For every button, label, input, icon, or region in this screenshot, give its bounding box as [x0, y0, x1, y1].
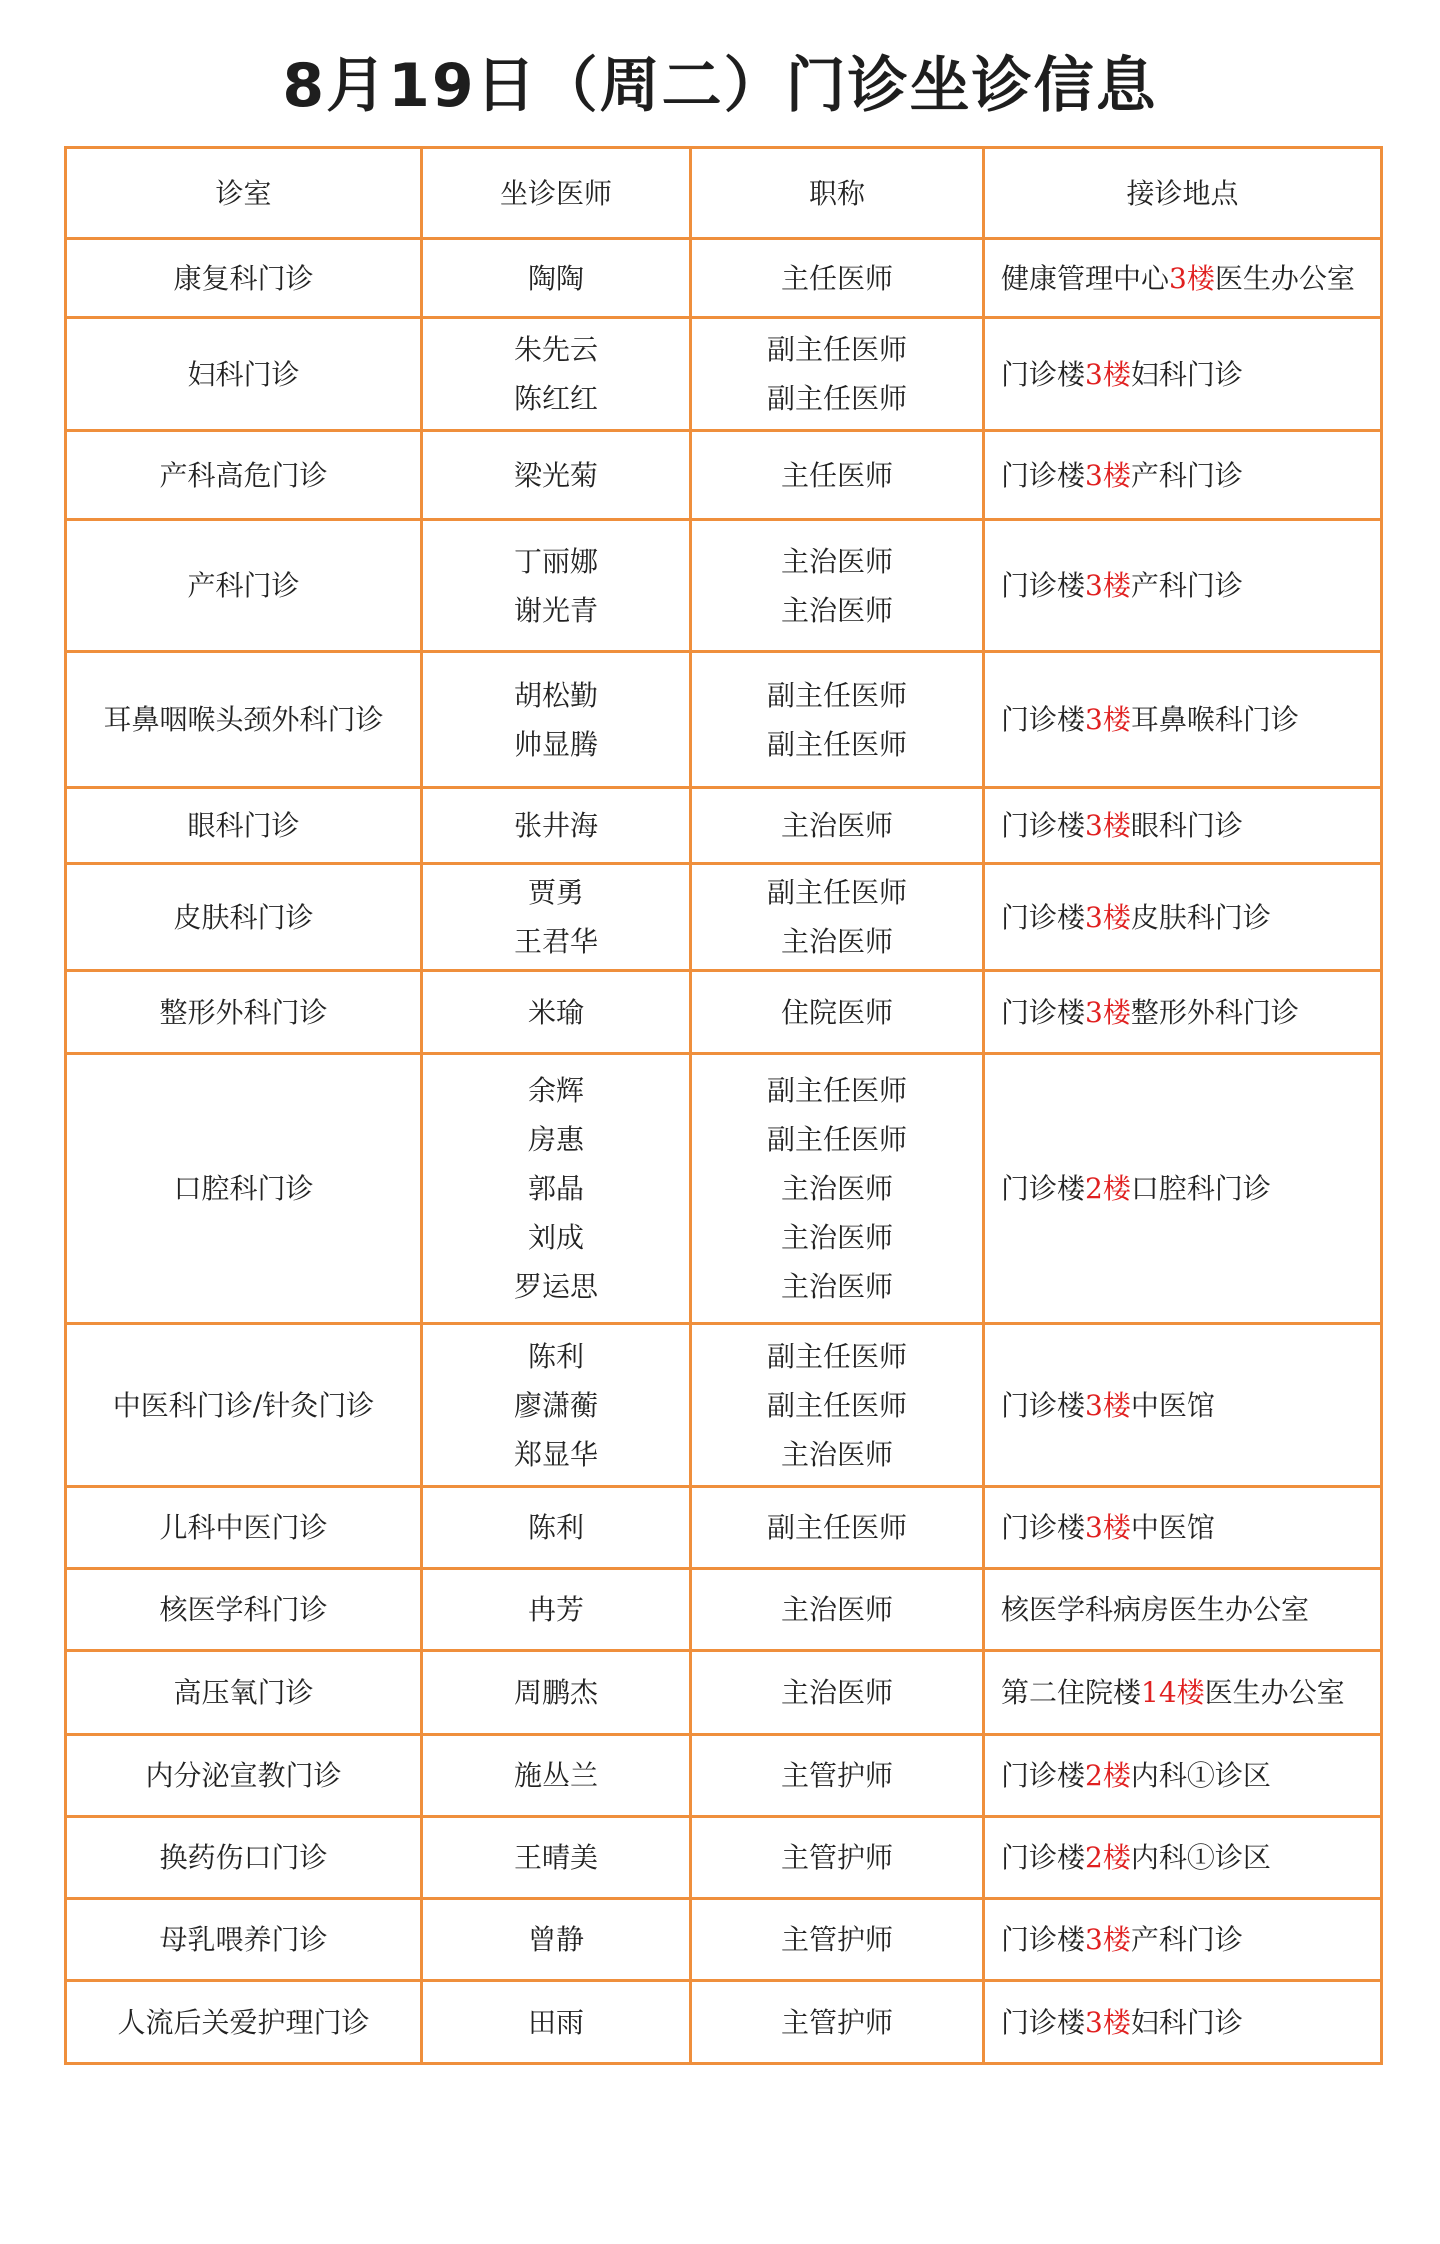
- doctor-name: 施丛兰: [513, 1759, 598, 1792]
- doctor-title: 副主任医师: [766, 1388, 907, 1422]
- cell-location: [984, 652, 1382, 788]
- cell-location: [984, 1899, 1382, 1981]
- cell-titles: [691, 864, 984, 971]
- cell-titles: [691, 1569, 984, 1651]
- table-row: [66, 1981, 1382, 2064]
- cell-doctors: [422, 1487, 691, 1569]
- schedule-body: [66, 239, 1382, 2064]
- location-room: 皮肤科门诊: [1130, 900, 1271, 934]
- table-row: [66, 431, 1382, 520]
- cell-titles: [691, 1487, 984, 1569]
- location-room: 产科门诊: [1130, 458, 1243, 492]
- cell-titles: [691, 1981, 984, 2064]
- cell-titles: [691, 1324, 984, 1487]
- doctor-title: 副主任医师: [766, 1511, 907, 1544]
- location-room: 整形外科门诊: [1130, 995, 1299, 1029]
- cell-titles: [691, 318, 984, 431]
- schedule-table: [64, 146, 1383, 2065]
- location-building: 门诊楼: [1001, 458, 1086, 492]
- doctor-title: 主管护师: [780, 1841, 893, 1874]
- doctor-name: 刘成: [527, 1221, 584, 1254]
- cell-doctors: [422, 1981, 691, 2064]
- doctor-title: 主治医师: [780, 1676, 893, 1709]
- location-floor: 3楼: [1085, 1923, 1131, 1956]
- table-row: [66, 1735, 1382, 1817]
- doctor-name: 胡松勤: [513, 678, 598, 712]
- table-row: [66, 1651, 1382, 1735]
- table-row: [66, 864, 1382, 971]
- doctor-name: 房惠: [527, 1123, 584, 1156]
- location-floor: 2楼: [1085, 1759, 1131, 1792]
- doctor-title: 主治医师: [780, 925, 893, 958]
- doctor-name: 曾静: [527, 1923, 584, 1956]
- doctor-name: 梁光菊: [513, 458, 598, 492]
- cell-location: [984, 1569, 1382, 1651]
- doctor-name: 郭晶: [527, 1172, 584, 1205]
- table-row: [66, 652, 1382, 788]
- cell-titles: [691, 652, 984, 788]
- cell-room: 妇科门诊: [66, 318, 422, 431]
- doctor-title: 副主任医师: [766, 382, 907, 415]
- cell-room: 中医科门诊/针灸门诊: [66, 1324, 422, 1487]
- location-room: 产科门诊: [1130, 569, 1243, 602]
- table-row: [66, 1569, 1382, 1651]
- table-row: [66, 1487, 1382, 1569]
- location-room: 中医馆: [1130, 1388, 1215, 1422]
- cell-room: 口腔科门诊: [66, 1054, 422, 1324]
- location-building: 门诊楼: [1001, 1841, 1086, 1874]
- doctor-name: 郑显华: [513, 1437, 598, 1471]
- cell-room: 换药伤口门诊: [66, 1817, 422, 1899]
- location-floor: 3楼: [1085, 1511, 1131, 1544]
- cell-room: 儿科中医门诊: [66, 1487, 422, 1569]
- doctor-name: 王君华: [513, 925, 598, 958]
- location-room: 口腔科门诊: [1130, 1172, 1271, 1205]
- location-room: 妇科门诊: [1130, 357, 1243, 391]
- cell-titles: [691, 431, 984, 520]
- cell-titles: [691, 1651, 984, 1735]
- cell-doctors: [422, 431, 691, 520]
- doctor-name: 帅显腾: [513, 727, 598, 761]
- header-location: 接诊地点: [984, 148, 1382, 239]
- location-building: 门诊楼: [1001, 1759, 1086, 1792]
- location-floor: 3楼: [1169, 261, 1215, 295]
- cell-location: [984, 1651, 1382, 1735]
- doctor-name: 贾勇: [527, 876, 584, 909]
- location-building: 门诊楼: [1001, 2005, 1086, 2039]
- cell-location: [984, 520, 1382, 652]
- doctor-name: 陈红红: [513, 382, 598, 415]
- cell-doctors: [422, 971, 691, 1054]
- cell-doctors: [422, 1899, 691, 1981]
- cell-location: [984, 971, 1382, 1054]
- cell-titles: [691, 239, 984, 318]
- doctor-title: 主治医师: [780, 1221, 893, 1254]
- cell-doctors: [422, 1569, 691, 1651]
- table-row: [66, 1817, 1382, 1899]
- cell-room: 整形外科门诊: [66, 971, 422, 1054]
- cell-titles: [691, 1735, 984, 1817]
- doctor-title: 主任医师: [780, 261, 893, 295]
- doctor-name: 朱先云: [513, 333, 598, 366]
- cell-room: 皮肤科门诊: [66, 864, 422, 971]
- location-floor: 2楼: [1085, 1172, 1131, 1205]
- doctor-title: 副主任医师: [766, 1123, 907, 1156]
- location-room: 医生办公室: [1214, 261, 1355, 295]
- table-row: [66, 788, 1382, 864]
- doctor-title: 副主任医师: [766, 876, 907, 909]
- location-building: 门诊楼: [1001, 995, 1086, 1029]
- cell-doctors: [422, 788, 691, 864]
- cell-location: [984, 318, 1382, 431]
- page-title: 8月19日（周二）门诊坐诊信息: [282, 51, 1158, 121]
- doctor-name: 田雨: [527, 2005, 584, 2039]
- cell-location: [984, 864, 1382, 971]
- cell-location: [984, 1817, 1382, 1899]
- doctor-name: 余辉: [527, 1074, 584, 1107]
- doctor-title: 主管护师: [780, 1923, 893, 1956]
- location-building: 门诊楼: [1001, 1511, 1086, 1544]
- table-row: [66, 239, 1382, 318]
- table-row: [66, 318, 1382, 431]
- cell-room: 核医学科门诊: [66, 1569, 422, 1651]
- doctor-title: 主任医师: [780, 458, 893, 492]
- location-floor: 3楼: [1085, 458, 1131, 492]
- table-row: [66, 520, 1382, 652]
- doctor-name: 冉芳: [527, 1593, 584, 1626]
- cell-room: 人流后关爱护理门诊: [66, 1981, 422, 2064]
- cell-location: [984, 788, 1382, 864]
- header-row: [66, 148, 1382, 239]
- doctor-name: 罗运思: [513, 1270, 598, 1303]
- location-room: 眼科门诊: [1130, 809, 1243, 842]
- cell-doctors: [422, 1817, 691, 1899]
- location-building: 门诊楼: [1001, 900, 1086, 934]
- location-building: 健康管理中心: [1001, 261, 1170, 295]
- cell-location: [984, 1054, 1382, 1324]
- cell-room: 高压氧门诊: [66, 1651, 422, 1735]
- cell-titles: [691, 1817, 984, 1899]
- cell-doctors: [422, 318, 691, 431]
- location-building: 门诊楼: [1001, 357, 1086, 391]
- doctor-name: 陈利: [527, 1339, 584, 1373]
- table-row: [66, 1054, 1382, 1324]
- location-building: 第二住院楼: [1001, 1676, 1142, 1709]
- location-room: 内科①诊区: [1130, 1759, 1271, 1792]
- location-building: 门诊楼: [1001, 1923, 1086, 1956]
- cell-doctors: [422, 652, 691, 788]
- cell-doctors: [422, 1651, 691, 1735]
- cell-titles: [691, 1899, 984, 1981]
- cell-room: 产科高危门诊: [66, 431, 422, 520]
- doctor-title: 主治医师: [780, 1172, 893, 1205]
- cell-titles: [691, 1054, 984, 1324]
- location-room: 耳鼻喉科门诊: [1130, 703, 1299, 736]
- location-building: 门诊楼: [1001, 809, 1086, 842]
- doctor-title: 副主任医师: [766, 333, 907, 366]
- doctor-title: 副主任医师: [766, 727, 907, 761]
- cell-location: [984, 1487, 1382, 1569]
- cell-room: 康复科门诊: [66, 239, 422, 318]
- table-row: [66, 971, 1382, 1054]
- doctor-title: 住院医师: [780, 995, 893, 1029]
- doctor-title: 副主任医师: [766, 1339, 907, 1373]
- location-building: 门诊楼: [1001, 703, 1086, 736]
- doctor-title: 主治医师: [780, 809, 893, 842]
- cell-doctors: [422, 239, 691, 318]
- location-floor: 3楼: [1085, 809, 1131, 842]
- doctor-title: 副主任医师: [766, 1074, 907, 1107]
- header-room: 诊室: [66, 148, 422, 239]
- location-floor: 3楼: [1085, 569, 1131, 602]
- cell-doctors: [422, 1324, 691, 1487]
- doctor-title: 主管护师: [780, 2005, 893, 2039]
- header-title: 职称: [691, 148, 984, 239]
- doctor-name: 丁丽娜: [513, 544, 598, 578]
- location-building: 门诊楼: [1001, 1388, 1086, 1422]
- location-floor: 3楼: [1085, 900, 1131, 934]
- header-doctor: 坐诊医师: [422, 148, 691, 239]
- doctor-name: 谢光青: [513, 593, 598, 627]
- location-building: 门诊楼: [1001, 569, 1086, 602]
- location-building: 核医学科病房医生办公室: [1001, 1593, 1310, 1626]
- cell-location: [984, 1735, 1382, 1817]
- location-floor: 2楼: [1085, 1841, 1131, 1874]
- doctor-name: 陶陶: [527, 261, 584, 295]
- cell-room: 内分泌宣教门诊: [66, 1735, 422, 1817]
- table-row: [66, 1899, 1382, 1981]
- doctor-title: 主管护师: [780, 1759, 893, 1792]
- doctor-title: 主治医师: [780, 1593, 893, 1626]
- cell-titles: [691, 971, 984, 1054]
- doctor-name: 廖潇蘅: [513, 1388, 598, 1422]
- doctor-title: 副主任医师: [766, 678, 907, 712]
- doctor-title: 主治医师: [780, 593, 893, 627]
- cell-doctors: [422, 864, 691, 971]
- cell-location: [984, 431, 1382, 520]
- cell-doctors: [422, 520, 691, 652]
- cell-titles: [691, 520, 984, 652]
- cell-location: [984, 1324, 1382, 1487]
- cell-room: 耳鼻咽喉头颈外科门诊: [66, 652, 422, 788]
- doctor-title: 主治医师: [780, 1270, 893, 1303]
- location-floor: 3楼: [1085, 2005, 1131, 2039]
- location-room: 产科门诊: [1130, 1923, 1243, 1956]
- location-floor: 3楼: [1085, 703, 1131, 736]
- location-floor: 3楼: [1085, 357, 1131, 391]
- location-floor: 3楼: [1085, 995, 1131, 1029]
- cell-room: 母乳喂养门诊: [66, 1899, 422, 1981]
- table-row: [66, 1324, 1382, 1487]
- cell-titles: [691, 788, 984, 864]
- doctor-title: 主治医师: [780, 1437, 893, 1471]
- doctor-name: 米瑜: [527, 995, 584, 1029]
- location-room: 妇科门诊: [1130, 2005, 1243, 2039]
- location-floor: 3楼: [1085, 1388, 1131, 1422]
- cell-doctors: [422, 1735, 691, 1817]
- cell-doctors: [422, 1054, 691, 1324]
- location-floor: 14楼: [1141, 1676, 1205, 1709]
- cell-location: [984, 1981, 1382, 2064]
- location-room: 医生办公室: [1204, 1676, 1345, 1709]
- doctor-name: 周鹏杰: [513, 1676, 598, 1709]
- cell-room: 眼科门诊: [66, 788, 422, 864]
- doctor-name: 张井海: [513, 809, 598, 842]
- location-building: 门诊楼: [1001, 1172, 1086, 1205]
- doctor-name: 王晴美: [513, 1841, 598, 1874]
- location-room: 中医馆: [1130, 1511, 1215, 1544]
- cell-room: 产科门诊: [66, 520, 422, 652]
- doctor-name: 陈利: [527, 1511, 584, 1544]
- location-room: 内科①诊区: [1130, 1841, 1271, 1874]
- cell-location: [984, 239, 1382, 318]
- doctor-title: 主治医师: [780, 544, 893, 578]
